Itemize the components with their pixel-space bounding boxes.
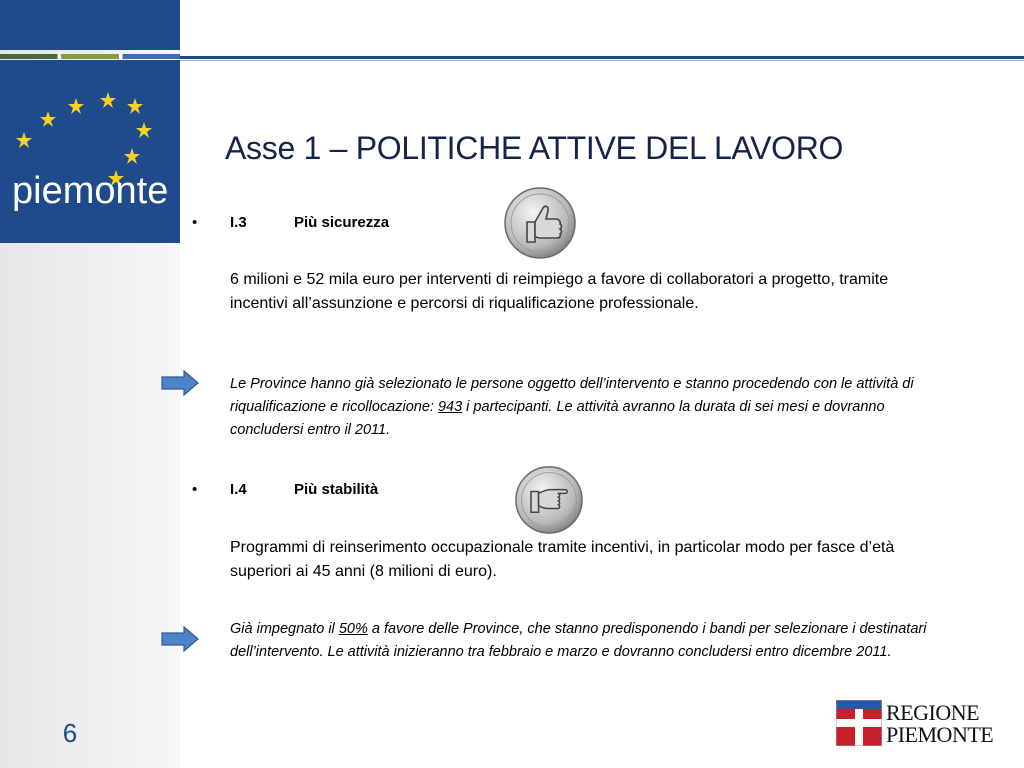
slide-title: Asse 1 – POLITICHE ATTIVE DEL LAVORO — [225, 130, 844, 166]
thumb-sideways-icon — [514, 465, 584, 535]
star-icon — [136, 122, 152, 138]
header-rule-thin — [180, 60, 1024, 61]
sidebar-color-stripe — [0, 54, 180, 59]
item-code: I.3 — [230, 214, 247, 231]
note-highlight-value: 943 — [437, 399, 463, 415]
piemonte-logo-text: piemonte — [12, 170, 169, 212]
note-text: a favore delle Province, che stanno predisponendo i bandi per selezionare i destinatari dell’intervento. Le attività inizieranno tra febbraio e marzo e dovranno concludersi entro dicembre 2011. — [230, 621, 927, 660]
note-text: Le Province hanno già selezionato le persone oggetto dell’intervento e stanno procedendo con le attività di riqualificazione e ricollocazione: — [230, 376, 914, 415]
item-code: I.4 — [230, 481, 247, 498]
star-icon — [100, 92, 116, 108]
eu-stars-icon — [0, 60, 180, 243]
regione-piemonte-emblem-icon — [836, 700, 882, 746]
header-rule — [180, 56, 1024, 59]
regione-logo-line1: REGIONE — [886, 700, 980, 725]
thumb-up-icon — [503, 186, 577, 260]
sidebar-top-band — [0, 0, 180, 50]
star-icon — [124, 148, 140, 164]
star-icon — [40, 111, 56, 127]
star-icon — [16, 132, 32, 148]
sidebar — [0, 0, 180, 768]
item-note-i3 — [230, 373, 945, 442]
item-label: Più sicurezza — [294, 214, 390, 231]
note-highlight-value: 50% — [338, 621, 368, 637]
note-text: Già impegnato il — [230, 621, 339, 637]
arrow-right-icon — [160, 626, 200, 652]
item-label: Più stabilità — [294, 481, 379, 498]
item-note-i4 — [230, 618, 945, 664]
bullet-icon: • — [192, 214, 198, 231]
item-description-i4: Programmi di reinserimento occupazionale tramite incentivi, in particolar modo per fasce d’età superiori ai 45 anni (8 milioni di euro). — [230, 539, 895, 580]
star-icon — [68, 98, 84, 114]
arrow-right-icon — [160, 370, 200, 396]
item-description-i3: 6 milioni e 52 mila euro per interventi di reimpiego a favore di collaboratori a progetto, tramite incentivi all’assunzione e percorsi di riqualificazione professionale. — [230, 271, 889, 312]
regione-logo-line2: PIEMONTE — [886, 722, 994, 747]
page-number: 6 — [62, 718, 78, 748]
piemonte-logo — [0, 60, 180, 243]
bullet-icon: • — [192, 481, 198, 498]
note-text: i partecipanti. Le attività avranno la durata di sei mesi e dovranno concludersi entro il 2011. — [230, 399, 885, 438]
star-icon — [127, 98, 143, 114]
